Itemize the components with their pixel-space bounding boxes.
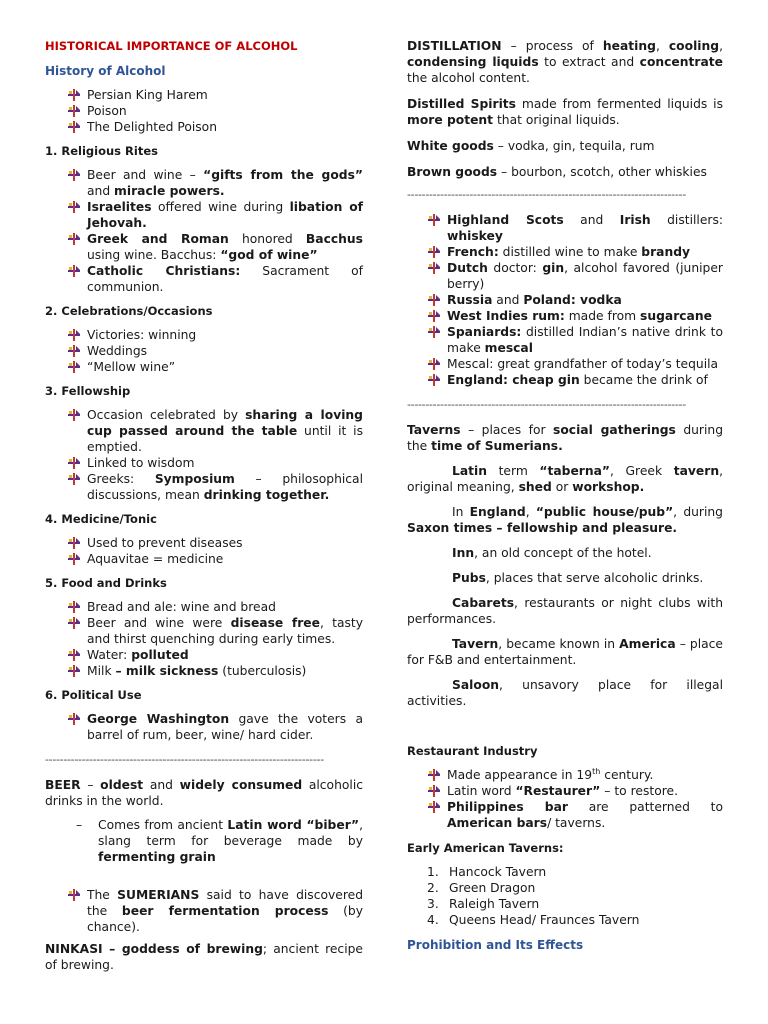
list-item: The SUMERIANS said to have discovered the beer fermentation process (by chance). bbox=[67, 887, 363, 935]
pushpin-bullet-icon bbox=[427, 374, 441, 386]
distilled-spirits-paragraph: Distilled Spirits made from fermented liquids is more potent that original liquids. bbox=[407, 97, 723, 127]
beer-paragraph: BEER – oldest and widely consumed alcoholic drinks in the world. bbox=[45, 778, 363, 808]
religious-rites-list bbox=[45, 167, 363, 295]
list-item: West Indies rum: made from sugarcane bbox=[427, 308, 723, 324]
pushpin-bullet-icon bbox=[67, 601, 81, 613]
right-column bbox=[407, 38, 723, 953]
list-item: Aquavitae = medicine bbox=[67, 551, 363, 567]
list-item: French: distilled wine to make brandy bbox=[427, 244, 723, 260]
pushpin-bullet-icon bbox=[427, 785, 441, 797]
document-title: HISTORICAL IMPORTANCE OF ALCOHOL bbox=[45, 39, 298, 53]
list-item: Made appearance in 19th century. bbox=[427, 767, 723, 783]
list-item: Catholic Christians: Sacrament of communion. bbox=[67, 263, 363, 295]
list-item: – Comes from ancient Latin word “biber”, slang term for beverage made by fermenting grain bbox=[76, 818, 363, 864]
list-item: Milk – milk sickness (tuberculosis) bbox=[67, 663, 363, 679]
taverns-paragraph: Taverns – places for social gatherings during the time of Sumerians. bbox=[407, 423, 724, 453]
list-item: Israelites offered wine during libation of Jehovah. bbox=[67, 199, 363, 231]
brown-goods-line: Brown goods – bourbon, scotch, other whiskies bbox=[407, 165, 707, 179]
list-item: Used to prevent diseases bbox=[67, 535, 363, 551]
sumerians-list bbox=[45, 887, 363, 935]
history-list bbox=[45, 87, 363, 135]
pushpin-bullet-icon bbox=[427, 769, 441, 781]
pushpin-bullet-icon bbox=[67, 889, 81, 901]
distillers-list bbox=[407, 212, 723, 388]
prohibition-heading: Prohibition and Its Effects bbox=[407, 938, 584, 952]
list-item: Linked to wisdom bbox=[67, 455, 363, 471]
white-goods-line: White goods – vodka, gin, tequila, rum bbox=[407, 139, 655, 153]
saloon-paragraph: Saloon, unsavory place for illegal activities. bbox=[407, 678, 723, 708]
list-item: England: cheap gin became the drink of bbox=[427, 372, 723, 388]
medicine-list bbox=[45, 535, 363, 567]
england-paragraph: In England, “public house/pub”, during Saxon times – fellowship and pleasure. bbox=[407, 505, 723, 535]
dash-marker: – bbox=[76, 818, 83, 832]
distillation-paragraph: DISTILLATION – process of heating, cooling, condensing liquids to extract and concentrate the alcohol content. bbox=[407, 39, 723, 85]
list-item: Bread and ale: wine and bread bbox=[67, 599, 363, 615]
pushpin-bullet-icon bbox=[67, 409, 81, 421]
pushpin-bullet-icon bbox=[67, 345, 81, 357]
pushpin-bullet-icon bbox=[67, 473, 81, 485]
pushpin-bullet-icon bbox=[67, 553, 81, 565]
list-item: 3. Raleigh Tavern bbox=[427, 897, 540, 911]
divider-line: ---------------------------------------------------------------------------- bbox=[407, 398, 686, 411]
section-heading-celebrations: 2. Celebrations/Occasions bbox=[45, 304, 213, 318]
tavern-america-paragraph: Tavern, became known in America – place for F&B and entertainment. bbox=[407, 637, 723, 667]
pushpin-bullet-icon bbox=[67, 89, 81, 101]
pushpin-bullet-icon bbox=[67, 121, 81, 133]
pushpin-bullet-icon bbox=[67, 665, 81, 677]
pushpin-bullet-icon bbox=[67, 649, 81, 661]
pushpin-bullet-icon bbox=[427, 801, 441, 813]
list-item: Philippines bar are patterned to American bars/ taverns. bbox=[427, 799, 723, 831]
list-item: Beer and wine were disease free, tasty and thirst quenching during early times. bbox=[67, 615, 363, 647]
list-item: Latin word “Restaurer” – to restore. bbox=[427, 783, 723, 799]
pushpin-bullet-icon bbox=[427, 358, 441, 370]
list-item: Greeks: Symposium – philosophical discussions, mean drinking together. bbox=[67, 471, 363, 503]
pushpin-bullet-icon bbox=[427, 214, 441, 226]
list-item: Water: polluted bbox=[67, 647, 363, 663]
early-american-taverns-heading: Early American Taverns: bbox=[407, 841, 564, 855]
divider-line: ---------------------------------------------------------------------------- bbox=[407, 188, 686, 201]
list-item: 4. Queens Head/ Fraunces Tavern bbox=[427, 913, 640, 927]
pushpin-bullet-icon bbox=[67, 233, 81, 245]
pushpin-bullet-icon bbox=[67, 713, 81, 725]
pushpin-bullet-icon bbox=[427, 262, 441, 274]
section-heading-fellowship: 3. Fellowship bbox=[45, 384, 131, 398]
pushpin-bullet-icon bbox=[427, 310, 441, 322]
pushpin-bullet-icon bbox=[67, 105, 81, 117]
list-item: Occasion celebrated by sharing a loving cup passed around the table until it is emptied. bbox=[67, 407, 363, 455]
list-item: The Delighted Poison bbox=[67, 119, 363, 135]
list-item: Weddings bbox=[67, 343, 363, 359]
pushpin-bullet-icon bbox=[427, 246, 441, 258]
food-drinks-list bbox=[45, 599, 363, 679]
list-item: Mescal: great grandfather of today’s tequila bbox=[427, 356, 723, 372]
pushpin-bullet-icon bbox=[67, 537, 81, 549]
latin-term-paragraph: Latin term “taberna”, Greek tavern, original meaning, shed or workshop. bbox=[407, 464, 723, 494]
list-item: 1. Hancock Tavern bbox=[427, 865, 547, 879]
left-column bbox=[45, 38, 363, 973]
list-item: Dutch doctor: gin, alcohol favored (juniper berry) bbox=[427, 260, 723, 292]
list-item: 2. Green Dragon bbox=[427, 881, 536, 895]
fellowship-list bbox=[45, 407, 363, 503]
pushpin-bullet-icon bbox=[67, 361, 81, 373]
list-item: Poison bbox=[67, 103, 363, 119]
section-heading-medicine: 4. Medicine/Tonic bbox=[45, 512, 157, 526]
restaurant-industry-list bbox=[407, 767, 723, 831]
pushpin-bullet-icon bbox=[67, 201, 81, 213]
pushpin-bullet-icon bbox=[67, 169, 81, 181]
divider-line: ---------------------------------------------------------------------------- bbox=[45, 753, 324, 766]
restaurant-industry-heading: Restaurant Industry bbox=[407, 744, 538, 758]
section-heading-religious-rites: 1. Religious Rites bbox=[45, 144, 158, 158]
list-item: Russia and Poland: vodka bbox=[427, 292, 723, 308]
list-item: “Mellow wine” bbox=[67, 359, 363, 375]
list-item: Persian King Harem bbox=[67, 87, 363, 103]
history-heading: History of Alcohol bbox=[45, 64, 166, 78]
list-item: Spaniards: distilled Indian’s native drink to make mescal bbox=[427, 324, 723, 356]
pushpin-bullet-icon bbox=[67, 617, 81, 629]
pushpin-bullet-icon bbox=[67, 457, 81, 469]
list-item: Beer and wine – “gifts from the gods” and miracle powers. bbox=[67, 167, 363, 199]
list-item: Highland Scots and Irish distillers: whiskey bbox=[427, 212, 723, 244]
celebrations-list bbox=[45, 327, 363, 375]
list-item: Greek and Roman honored Bacchus using wine. Bacchus: “god of wine” bbox=[67, 231, 363, 263]
inn-paragraph: Inn, an old concept of the hotel. bbox=[452, 546, 652, 560]
pushpin-bullet-icon bbox=[427, 326, 441, 338]
pubs-paragraph: Pubs, places that serve alcoholic drinks. bbox=[452, 571, 704, 585]
list-item: Victories: winning bbox=[67, 327, 363, 343]
section-heading-food-drinks: 5. Food and Drinks bbox=[45, 576, 167, 590]
cabarets-paragraph: Cabarets, restaurants or night clubs with performances. bbox=[407, 596, 723, 626]
list-item: George Washington gave the voters a barrel of rum, beer, wine/ hard cider. bbox=[67, 711, 363, 743]
ninkasi-paragraph: NINKASI – goddess of brewing; ancient recipe of brewing. bbox=[45, 942, 363, 972]
pushpin-bullet-icon bbox=[67, 265, 81, 277]
early-american-taverns-list bbox=[427, 864, 723, 928]
beer-origin-list bbox=[45, 817, 363, 865]
section-heading-political-use: 6. Political Use bbox=[45, 688, 142, 702]
political-use-list bbox=[45, 711, 363, 743]
pushpin-bullet-icon bbox=[67, 329, 81, 341]
pushpin-bullet-icon bbox=[427, 294, 441, 306]
